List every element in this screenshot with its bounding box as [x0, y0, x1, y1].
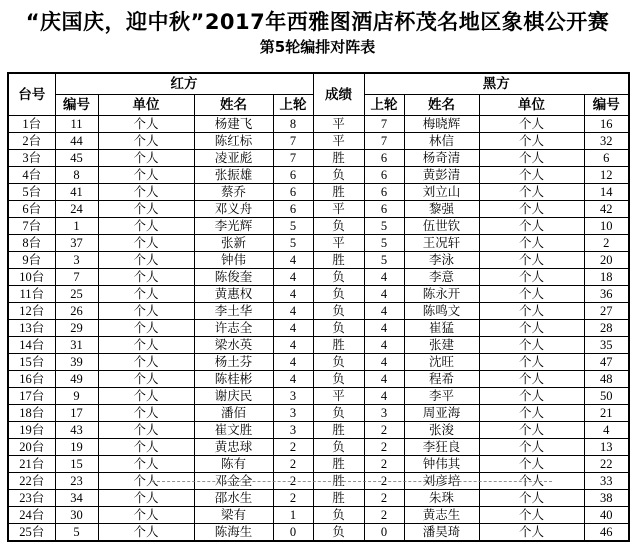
cell-black-name: 林信: [404, 133, 479, 150]
table-row: [8, 184, 629, 201]
cell-red-prev-round: 2: [273, 490, 313, 507]
table-row: [8, 371, 629, 388]
table-row: [8, 303, 629, 320]
cell-black-unit: 个人: [479, 269, 584, 286]
cell-black-name: 伍世钦: [404, 218, 479, 235]
table-row: [8, 456, 629, 473]
cell-table-no: 7台: [8, 218, 55, 235]
cell-black-name: 陈永开: [404, 286, 479, 303]
cell-red-number: 30: [55, 507, 98, 524]
cell-result: 胜: [313, 456, 364, 473]
cell-red-name: 陈红标: [194, 133, 273, 150]
pairing-table: [7, 72, 630, 542]
cell-red-unit: 个人: [98, 320, 194, 337]
table-row: [8, 320, 629, 337]
cell-red-number: 34: [55, 490, 98, 507]
cell-black-number: 47: [584, 354, 629, 371]
cell-red-number: 23: [55, 473, 98, 490]
header-black-name: 姓名: [404, 95, 479, 116]
cell-black-prev-round: 4: [364, 320, 404, 337]
table-row: [8, 150, 629, 167]
cell-red-prev-round: 3: [273, 422, 313, 439]
cell-table-no: 23台: [8, 490, 55, 507]
cell-red-unit: 个人: [98, 405, 194, 422]
cell-table-no: 9台: [8, 252, 55, 269]
cell-result: 负: [313, 354, 364, 371]
cell-red-name: 谢庆民: [194, 388, 273, 405]
cell-black-prev-round: 4: [364, 388, 404, 405]
cell-black-number: 20: [584, 252, 629, 269]
cell-red-prev-round: 3: [273, 388, 313, 405]
cell-red-number: 43: [55, 422, 98, 439]
table-row: [8, 116, 629, 133]
cell-black-unit: 个人: [479, 150, 584, 167]
cell-red-number: 37: [55, 235, 98, 252]
cell-table-no: 8台: [8, 235, 55, 252]
cell-red-name: 黄惠权: [194, 286, 273, 303]
cell-black-unit: 个人: [479, 439, 584, 456]
cell-black-name: 李狂良: [404, 439, 479, 456]
cell-black-unit: 个人: [479, 507, 584, 524]
cell-red-prev-round: 0: [273, 524, 313, 542]
cell-black-name: 陈鸣文: [404, 303, 479, 320]
cell-red-name: 邵水生: [194, 490, 273, 507]
cell-result: 负: [313, 439, 364, 456]
cell-black-prev-round: 4: [364, 303, 404, 320]
table-row: [8, 490, 629, 507]
cell-red-number: 7: [55, 269, 98, 286]
cell-black-number: 28: [584, 320, 629, 337]
cell-black-number: 16: [584, 116, 629, 133]
cell-black-name: 程希: [404, 371, 479, 388]
cell-red-unit: 个人: [98, 388, 194, 405]
cell-red-number: 49: [55, 371, 98, 388]
cell-black-unit: 个人: [479, 473, 584, 490]
cell-black-unit: 个人: [479, 371, 584, 388]
cell-red-number: 8: [55, 167, 98, 184]
table-row: [8, 524, 629, 542]
cell-red-prev-round: 5: [273, 235, 313, 252]
cell-table-no: 2台: [8, 133, 55, 150]
cell-red-unit: 个人: [98, 218, 194, 235]
cell-black-number: 14: [584, 184, 629, 201]
cell-black-unit: 个人: [479, 303, 584, 320]
cell-red-unit: 个人: [98, 490, 194, 507]
cell-red-name: 陈俊奎: [194, 269, 273, 286]
cell-black-prev-round: 4: [364, 286, 404, 303]
cell-black-prev-round: 6: [364, 167, 404, 184]
cell-black-name: 李意: [404, 269, 479, 286]
table-row: [8, 405, 629, 422]
cell-black-number: 33: [584, 473, 629, 490]
cell-result: 胜: [313, 422, 364, 439]
table-row: [8, 439, 629, 456]
cell-black-unit: 个人: [479, 235, 584, 252]
cell-red-prev-round: 4: [273, 252, 313, 269]
cell-result: 负: [313, 303, 364, 320]
cell-black-name: 李平: [404, 388, 479, 405]
cell-red-unit: 个人: [98, 184, 194, 201]
cell-table-no: 3台: [8, 150, 55, 167]
header-table-no: 台号: [8, 73, 55, 116]
cell-black-name: 周亚海: [404, 405, 479, 422]
cell-red-name: 黄忠球: [194, 439, 273, 456]
cell-red-name: 许志全: [194, 320, 273, 337]
header-black-unit: 单位: [479, 95, 584, 116]
cell-black-unit: 个人: [479, 337, 584, 354]
cell-black-number: 10: [584, 218, 629, 235]
cell-black-prev-round: 7: [364, 116, 404, 133]
cell-black-unit: 个人: [479, 456, 584, 473]
cell-result: 胜: [313, 473, 364, 490]
table-row: [8, 507, 629, 524]
cell-black-prev-round: 4: [364, 371, 404, 388]
cell-red-number: 45: [55, 150, 98, 167]
cell-red-name: 蔡乔: [194, 184, 273, 201]
cell-result: 负: [313, 286, 364, 303]
cell-black-unit: 个人: [479, 116, 584, 133]
cell-red-unit: 个人: [98, 252, 194, 269]
cell-red-number: 19: [55, 439, 98, 456]
cell-black-unit: 个人: [479, 252, 584, 269]
cell-black-unit: 个人: [479, 218, 584, 235]
cell-red-name: 李土华: [194, 303, 273, 320]
cell-red-unit: 个人: [98, 116, 194, 133]
cell-red-prev-round: 2: [273, 439, 313, 456]
cell-black-name: 杨奇清: [404, 150, 479, 167]
cell-black-number: 48: [584, 371, 629, 388]
table-row: [8, 388, 629, 405]
cell-black-unit: 个人: [479, 184, 584, 201]
cell-black-number: 6: [584, 150, 629, 167]
cell-table-no: 22台: [8, 473, 55, 490]
cell-red-unit: 个人: [98, 201, 194, 218]
cell-black-unit: 个人: [479, 167, 584, 184]
cell-black-number: 21: [584, 405, 629, 422]
cell-black-unit: 个人: [479, 490, 584, 507]
cell-red-number: 9: [55, 388, 98, 405]
cell-black-name: 崔猛: [404, 320, 479, 337]
cell-table-no: 25台: [8, 524, 55, 542]
cell-black-unit: 个人: [479, 286, 584, 303]
cell-black-prev-round: 2: [364, 422, 404, 439]
table-row: [8, 286, 629, 303]
cell-black-name: 张浚: [404, 422, 479, 439]
cell-red-unit: 个人: [98, 235, 194, 252]
cell-red-name: 张新: [194, 235, 273, 252]
cell-red-prev-round: 2: [273, 456, 313, 473]
cell-result: 胜: [313, 490, 364, 507]
cell-red-prev-round: 4: [273, 371, 313, 388]
table-row: [8, 201, 629, 218]
cell-result: 平: [313, 116, 364, 133]
pairing-table-header: [8, 73, 629, 116]
header-row-groups: [8, 73, 629, 95]
cell-red-unit: 个人: [98, 269, 194, 286]
cell-black-name: 朱珠: [404, 490, 479, 507]
cell-red-unit: 个人: [98, 354, 194, 371]
cell-table-no: 14台: [8, 337, 55, 354]
cell-result: 负: [313, 405, 364, 422]
cell-black-name: 黎强: [404, 201, 479, 218]
cell-black-prev-round: 4: [364, 269, 404, 286]
table-row: [8, 422, 629, 439]
cell-table-no: 11台: [8, 286, 55, 303]
cell-black-unit: 个人: [479, 320, 584, 337]
cell-table-no: 21台: [8, 456, 55, 473]
cell-red-number: 31: [55, 337, 98, 354]
cell-table-no: 20台: [8, 439, 55, 456]
cell-black-name: 张建: [404, 337, 479, 354]
cell-red-number: 39: [55, 354, 98, 371]
cell-black-number: 4: [584, 422, 629, 439]
cell-black-unit: 个人: [479, 405, 584, 422]
header-red-prev-round: 上轮: [273, 95, 313, 116]
cell-red-unit: 个人: [98, 167, 194, 184]
cell-red-number: 24: [55, 201, 98, 218]
cell-result: 胜: [313, 337, 364, 354]
cell-table-no: 15台: [8, 354, 55, 371]
cell-table-no: 1台: [8, 116, 55, 133]
cell-red-name: 杨土芬: [194, 354, 273, 371]
cell-red-prev-round: 4: [273, 286, 313, 303]
cell-black-prev-round: 5: [364, 218, 404, 235]
cell-black-name: 王况轩: [404, 235, 479, 252]
header-red-number: 编号: [55, 95, 98, 116]
cell-black-name: 黄志生: [404, 507, 479, 524]
cell-red-prev-round: 4: [273, 320, 313, 337]
cell-black-prev-round: 4: [364, 354, 404, 371]
cell-red-name: 邓义舟: [194, 201, 273, 218]
cell-red-prev-round: 5: [273, 218, 313, 235]
cell-red-unit: 个人: [98, 473, 194, 490]
cell-black-prev-round: 2: [364, 439, 404, 456]
cell-red-name: 邓金全: [194, 473, 273, 490]
cell-black-unit: 个人: [479, 201, 584, 218]
cell-table-no: 10台: [8, 269, 55, 286]
cell-result: 平: [313, 235, 364, 252]
cell-result: 负: [313, 371, 364, 388]
header-red-group: 红方: [55, 73, 313, 95]
table-row: [8, 269, 629, 286]
cell-red-number: 26: [55, 303, 98, 320]
header-red-unit: 单位: [98, 95, 194, 116]
cell-table-no: 12台: [8, 303, 55, 320]
cell-black-prev-round: 5: [364, 252, 404, 269]
cell-black-prev-round: 7: [364, 133, 404, 150]
cell-result: 平: [313, 133, 364, 150]
cell-table-no: 6台: [8, 201, 55, 218]
cell-result: 负: [313, 167, 364, 184]
cell-red-number: 44: [55, 133, 98, 150]
cell-red-unit: 个人: [98, 456, 194, 473]
cell-black-number: 22: [584, 456, 629, 473]
cell-red-name: 张振雄: [194, 167, 273, 184]
table-row: [8, 218, 629, 235]
cell-table-no: 4台: [8, 167, 55, 184]
cell-red-unit: 个人: [98, 150, 194, 167]
header-black-prev-round: 上轮: [364, 95, 404, 116]
cell-result: 平: [313, 388, 364, 405]
cell-result: 胜: [313, 150, 364, 167]
cell-red-unit: 个人: [98, 286, 194, 303]
cell-red-name: 梁水英: [194, 337, 273, 354]
cell-black-number: 35: [584, 337, 629, 354]
cell-black-number: 50: [584, 388, 629, 405]
cell-result: 负: [313, 218, 364, 235]
cell-black-name: 刘立山: [404, 184, 479, 201]
cell-red-name: 潘佰: [194, 405, 273, 422]
table-row: [8, 337, 629, 354]
cell-result: 负: [313, 320, 364, 337]
cell-red-unit: 个人: [98, 524, 194, 542]
cell-black-number: 12: [584, 167, 629, 184]
cell-black-prev-round: 2: [364, 507, 404, 524]
cell-result: 胜: [313, 184, 364, 201]
cell-black-prev-round: 6: [364, 150, 404, 167]
cell-result: 负: [313, 524, 364, 542]
table-row: [8, 167, 629, 184]
cell-black-unit: 个人: [479, 422, 584, 439]
header-result: 成绩: [313, 73, 364, 116]
table-row: [8, 235, 629, 252]
cell-red-prev-round: 7: [273, 150, 313, 167]
cell-red-prev-round: 4: [273, 337, 313, 354]
cell-result: 平: [313, 201, 364, 218]
cell-red-name: 凌亚彪: [194, 150, 273, 167]
pairing-table-body: [8, 116, 629, 542]
cell-black-prev-round: 4: [364, 337, 404, 354]
cell-black-number: 36: [584, 286, 629, 303]
header-black-group: 黑方: [364, 73, 629, 95]
cell-black-unit: 个人: [479, 388, 584, 405]
cell-result: 负: [313, 269, 364, 286]
cell-red-prev-round: 4: [273, 303, 313, 320]
cell-black-number: 32: [584, 133, 629, 150]
cell-table-no: 5台: [8, 184, 55, 201]
cell-black-number: 46: [584, 524, 629, 542]
cell-red-unit: 个人: [98, 337, 194, 354]
cell-table-no: 18台: [8, 405, 55, 422]
cell-black-prev-round: 3: [364, 405, 404, 422]
cell-black-unit: 个人: [479, 354, 584, 371]
scan-artifact-line: [152, 481, 552, 482]
cell-red-name: 陈海生: [194, 524, 273, 542]
cell-black-prev-round: 5: [364, 235, 404, 252]
cell-red-unit: 个人: [98, 422, 194, 439]
cell-red-number: 11: [55, 116, 98, 133]
cell-black-name: 李泳: [404, 252, 479, 269]
cell-red-number: 15: [55, 456, 98, 473]
cell-black-unit: 个人: [479, 133, 584, 150]
cell-red-unit: 个人: [98, 371, 194, 388]
cell-red-prev-round: 1: [273, 507, 313, 524]
header-red-name: 姓名: [194, 95, 273, 116]
cell-red-prev-round: 4: [273, 354, 313, 371]
cell-red-prev-round: 4: [273, 269, 313, 286]
cell-black-number: 13: [584, 439, 629, 456]
cell-red-prev-round: 6: [273, 201, 313, 218]
cell-red-number: 3: [55, 252, 98, 269]
cell-result: 胜: [313, 252, 364, 269]
cell-red-name: 崔文胜: [194, 422, 273, 439]
cell-red-name: 杨建飞: [194, 116, 273, 133]
cell-red-number: 17: [55, 405, 98, 422]
cell-red-name: 陈有: [194, 456, 273, 473]
cell-red-prev-round: 2: [273, 473, 313, 490]
cell-result: 负: [313, 507, 364, 524]
cell-black-prev-round: 2: [364, 490, 404, 507]
cell-black-prev-round: 6: [364, 201, 404, 218]
cell-black-prev-round: 0: [364, 524, 404, 542]
cell-red-number: 1: [55, 218, 98, 235]
cell-red-unit: 个人: [98, 439, 194, 456]
cell-black-number: 38: [584, 490, 629, 507]
cell-red-number: 5: [55, 524, 98, 542]
table-row: [8, 252, 629, 269]
cell-red-name: 钟伟: [194, 252, 273, 269]
cell-red-prev-round: 8: [273, 116, 313, 133]
cell-table-no: 16台: [8, 371, 55, 388]
cell-black-unit: 个人: [479, 524, 584, 542]
cell-black-prev-round: 2: [364, 473, 404, 490]
cell-red-prev-round: 7: [273, 133, 313, 150]
cell-red-name: 梁有: [194, 507, 273, 524]
header-black-number: 编号: [584, 95, 629, 116]
cell-table-no: 17台: [8, 388, 55, 405]
table-row: [8, 133, 629, 150]
cell-red-prev-round: 6: [273, 184, 313, 201]
page-title: “庆国庆，迎中秋”2017年西雅图酒店杯茂名地区象棋公开赛: [25, 10, 610, 34]
cell-black-number: 40: [584, 507, 629, 524]
cell-black-name: 沈旺: [404, 354, 479, 371]
cell-red-number: 25: [55, 286, 98, 303]
cell-black-name: 刘彦培: [404, 473, 479, 490]
table-row: [8, 354, 629, 371]
cell-table-no: 13台: [8, 320, 55, 337]
cell-black-number: 42: [584, 201, 629, 218]
cell-black-prev-round: 6: [364, 184, 404, 201]
cell-red-unit: 个人: [98, 133, 194, 150]
cell-black-number: 27: [584, 303, 629, 320]
cell-red-unit: 个人: [98, 303, 194, 320]
cell-red-prev-round: 3: [273, 405, 313, 422]
cell-red-number: 41: [55, 184, 98, 201]
cell-red-unit: 个人: [98, 507, 194, 524]
cell-red-number: 29: [55, 320, 98, 337]
cell-red-name: 李光辉: [194, 218, 273, 235]
cell-black-number: 2: [584, 235, 629, 252]
cell-black-name: 钟伟其: [404, 456, 479, 473]
page-subtitle: 第5轮编排对阵表: [259, 38, 376, 56]
cell-table-no: 19台: [8, 422, 55, 439]
cell-red-name: 陈桂彬: [194, 371, 273, 388]
cell-red-prev-round: 6: [273, 167, 313, 184]
cell-black-number: 18: [584, 269, 629, 286]
cell-black-name: 梅晓辉: [404, 116, 479, 133]
cell-black-name: 黄彭清: [404, 167, 479, 184]
cell-black-prev-round: 2: [364, 456, 404, 473]
cell-table-no: 24台: [8, 507, 55, 524]
cell-black-name: 潘昊琦: [404, 524, 479, 542]
